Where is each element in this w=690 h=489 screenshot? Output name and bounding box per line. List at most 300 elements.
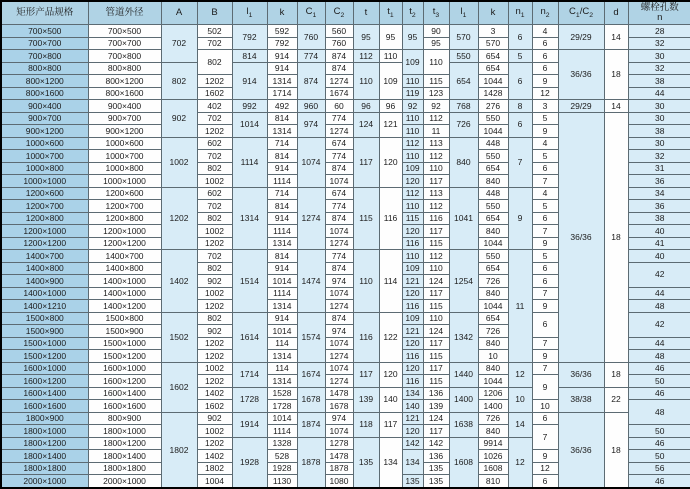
cell-C2: 60: [325, 100, 353, 113]
cell-spec: 1200×700: [1, 200, 88, 213]
cell-n2: 12: [532, 87, 558, 100]
cell-t3: 115: [423, 75, 449, 88]
cell-B: 1004: [197, 475, 232, 489]
cell-t3: 135: [423, 462, 449, 475]
cell-d: 14: [604, 25, 628, 50]
cell-bolt-count: 40: [628, 250, 690, 263]
cell-bolt-count: 30: [628, 112, 690, 125]
cell-bolt-count: 41: [628, 237, 690, 250]
cell-pipe-od: 1400×1000: [88, 275, 161, 288]
cell-l1-b: 1400: [449, 387, 478, 412]
cell-C2: 1674: [325, 87, 353, 100]
cell-n2: 7: [532, 225, 558, 238]
cell-d: 18: [604, 412, 628, 488]
cell-C1: 774: [297, 50, 325, 63]
cell-pipe-od: 1500×1200: [88, 350, 161, 363]
cell-l1-a: 914: [232, 62, 267, 100]
cell-k-b: 654: [478, 162, 508, 175]
cell-spec: 1400×800: [1, 262, 88, 275]
cell-pipe-od: 900×700: [88, 112, 161, 125]
cell-t3: 112: [423, 150, 449, 163]
cell-t2: 95: [402, 25, 423, 50]
cell-t3: 115: [423, 350, 449, 363]
cell-n2: 10: [532, 400, 558, 413]
cell-t: 117: [353, 362, 379, 387]
cell-t1: 117: [379, 412, 402, 437]
cell-pipe-od: 1200×1200: [88, 237, 161, 250]
cell-B: 1602: [197, 400, 232, 413]
cell-spec: 1000×700: [1, 150, 88, 163]
cell-C2: 1278: [325, 437, 353, 450]
cell-C2: 1080: [325, 475, 353, 489]
table-row: [1, 387, 690, 400]
cell-l1-a: 814: [232, 50, 267, 63]
cell-bolt-count: 40: [628, 225, 690, 238]
cell-k-a: 814: [267, 150, 297, 163]
cell-bolt-count: 46: [628, 475, 690, 489]
cell-l1-a: 1114: [232, 137, 267, 187]
cell-n1: 6: [508, 112, 532, 137]
cell-k-a: 1928: [267, 462, 297, 475]
cell-l1-b: 768: [449, 100, 478, 113]
cell-k-a: 914: [267, 212, 297, 225]
cell-pipe-od: 1200×700: [88, 200, 161, 213]
cell-n2: 9: [532, 237, 558, 250]
cell-bolt-count: 56: [628, 462, 690, 475]
cell-n2: 12: [532, 462, 558, 475]
cell-C2: 1074: [325, 425, 353, 438]
cell-spec: 2000×1000: [1, 475, 88, 489]
table-row: [1, 25, 690, 38]
cell-bolt-count: 32: [628, 37, 690, 50]
cell-spec: 1800×900: [1, 412, 88, 425]
cell-spec: 1400×700: [1, 250, 88, 263]
cell-t: 118: [353, 412, 379, 437]
cell-d: 18: [604, 362, 628, 387]
table-row: [1, 112, 690, 125]
cell-n2: 7: [532, 287, 558, 300]
cell-n2: 6: [532, 162, 558, 175]
cell-k-a: 1014: [267, 325, 297, 338]
cell-k-b: 840: [478, 175, 508, 188]
col-header-n1: $n_1$: [508, 1, 532, 25]
cell-B: 702: [197, 150, 232, 163]
cell-pipe-od: 1000×1000: [88, 175, 161, 188]
cell-spec: 1400×900: [1, 275, 88, 288]
cell-C2: 1274: [325, 350, 353, 363]
cell-spec: 700×500: [1, 25, 88, 38]
cell-n2: 4: [532, 137, 558, 150]
cell-spec: 1500×900: [1, 325, 88, 338]
cell-l1-a: 1928: [232, 437, 267, 488]
cell-t2: 109: [402, 50, 423, 75]
cell-spec: 1800×1800: [1, 462, 88, 475]
cell-t2: 134: [402, 387, 423, 400]
cell-t3: 113: [423, 187, 449, 200]
cell-C2: 1074: [325, 337, 353, 350]
cell-n2: 6: [532, 412, 558, 425]
cell-l1-a: 1514: [232, 250, 267, 313]
cell-bolt-count: 30: [628, 50, 690, 63]
cell-l1-a: 1014: [232, 112, 267, 137]
cell-l1-b: 1638: [449, 412, 478, 437]
cell-C2: 774: [325, 200, 353, 213]
cell-bolt-count: 44: [628, 337, 690, 350]
cell-k-a: 1528: [267, 387, 297, 400]
cell-C2: 1274: [325, 125, 353, 138]
cell-n1: 6: [508, 62, 532, 100]
cell-k-b: 570: [478, 37, 508, 50]
cell-l1-b: 726: [449, 112, 478, 137]
cell-bolt-count: 32: [628, 62, 690, 75]
cell-t2: 110: [402, 125, 423, 138]
cell-bolt-count: 50: [628, 425, 690, 438]
cell-l1-a: 1914: [232, 412, 267, 437]
cell-t2: 120: [402, 425, 423, 438]
cell-n1: 7: [508, 137, 532, 187]
cell-C1: 1474: [297, 250, 325, 313]
cell-B: 1202: [197, 350, 232, 363]
cell-bolt-count: 44: [628, 287, 690, 300]
cell-k-a: 1114: [267, 225, 297, 238]
cell-n2: 6: [532, 262, 558, 275]
cell-t3: 117: [423, 225, 449, 238]
cell-k-a: 114: [267, 362, 297, 375]
cell-spec: 1500×800: [1, 312, 88, 325]
cell-t2: 109: [402, 162, 423, 175]
cell-C2: 560: [325, 25, 353, 38]
cell-k-b: 1044: [478, 125, 508, 138]
cell-l1-a: 1314: [232, 187, 267, 250]
cell-k-b: 840: [478, 337, 508, 350]
cell-C2: 1478: [325, 450, 353, 463]
cell-n2: 5: [532, 200, 558, 213]
cell-spec: 1200×1200: [1, 237, 88, 250]
cell-t1: 110: [379, 50, 402, 63]
cell-C2: 774: [325, 112, 353, 125]
cell-t3: 115: [423, 300, 449, 313]
cell-n2: 6: [532, 50, 558, 63]
cell-t: 110: [353, 250, 379, 313]
cell-t3: 110: [423, 312, 449, 325]
cell-l1-b: 654: [449, 62, 478, 100]
cell-d: 18: [604, 50, 628, 100]
cell-bolt-count: 38: [628, 212, 690, 225]
cell-t2: 135: [402, 475, 423, 489]
cell-l1-a: 1614: [232, 312, 267, 362]
cell-k-a: 1130: [267, 475, 297, 489]
cell-bolt-count: 32: [628, 150, 690, 163]
cell-B: 402: [197, 100, 232, 113]
cell-pipe-od: 900×400: [88, 100, 161, 113]
cell-B: 1002: [197, 225, 232, 238]
cell-C2: 1274: [325, 237, 353, 250]
cell-k-a: 528: [267, 450, 297, 463]
cell-B: 802: [197, 50, 232, 75]
col-header-k-b: k: [478, 1, 508, 25]
cell-C2: 1274: [325, 75, 353, 88]
cell-pipe-od: 700×800: [88, 50, 161, 63]
cell-k-a: 1014: [267, 275, 297, 288]
cell-l1-b: 570: [449, 25, 478, 50]
cell-t3: 110: [423, 50, 449, 75]
cell-n2: 9: [532, 450, 558, 463]
cell-C2: 674: [325, 187, 353, 200]
cell-pipe-od: 1400×1200: [88, 300, 161, 313]
cell-k-a: 1314: [267, 375, 297, 388]
cell-spec: 700×800: [1, 50, 88, 63]
cell-spec: 1600×1600: [1, 400, 88, 413]
cell-spec: 1600×1400: [1, 387, 88, 400]
cell-B: 1002: [197, 287, 232, 300]
cell-t: 117: [353, 137, 379, 187]
cell-pipe-od: 800×900: [88, 412, 161, 425]
cell-spec: 1000×800: [1, 162, 88, 175]
cell-t2: 121: [402, 275, 423, 288]
table-row: [1, 50, 690, 63]
cell-A: 1002: [161, 137, 197, 187]
cell-t2: 116: [402, 375, 423, 388]
cell-B: 1202: [197, 437, 232, 450]
cell-t2: 121: [402, 412, 423, 425]
cell-l1-b: 1608: [449, 437, 478, 488]
cell-t2: 140: [402, 400, 423, 413]
cell-pipe-od: 800×800: [88, 62, 161, 75]
cell-t2: 115: [402, 212, 423, 225]
table-row: [1, 100, 690, 113]
cell-t: 95: [353, 25, 379, 50]
cell-C2: 874: [325, 262, 353, 275]
cell-k-a: 914: [267, 312, 297, 325]
cell-pipe-od: 1500×900: [88, 325, 161, 338]
cell-l1-b: 1254: [449, 250, 478, 313]
cell-A: 1602: [161, 362, 197, 412]
cell-t3: 117: [423, 425, 449, 438]
cell-n1: 11: [508, 250, 532, 363]
cell-C2: 874: [325, 212, 353, 225]
cell-k-a: 592: [267, 25, 297, 38]
cell-B: 1002: [197, 362, 232, 375]
cell-C1C2: 36/36: [558, 362, 604, 387]
cell-n2: 6: [532, 312, 558, 337]
cell-C2: 974: [325, 325, 353, 338]
cell-B: 1802: [197, 462, 232, 475]
cell-t3: 115: [423, 375, 449, 388]
cell-A: 1402: [161, 250, 197, 313]
col-header-C1C2: $C_1/C_2$: [558, 1, 604, 25]
cell-t2: 142: [402, 437, 423, 450]
cell-spec: 1000×600: [1, 137, 88, 150]
cell-t2: 120: [402, 225, 423, 238]
cell-t: 116: [353, 312, 379, 362]
cell-pipe-od: 1200×600: [88, 187, 161, 200]
cell-C2: 1074: [325, 175, 353, 188]
cell-B: 1002: [197, 175, 232, 188]
cell-C1: 1878: [297, 437, 325, 488]
cell-spec: 800×800: [1, 62, 88, 75]
cell-bolt-count: 28: [628, 25, 690, 38]
cell-k-b: 840: [478, 362, 508, 375]
cell-k-a: 1014: [267, 412, 297, 425]
cell-k-a: 1314: [267, 125, 297, 138]
cell-n2: 4: [532, 25, 558, 38]
cell-n2: 7: [532, 337, 558, 350]
cell-C2: 874: [325, 162, 353, 175]
cell-spec: 1400×1000: [1, 287, 88, 300]
cell-n2: 5: [532, 150, 558, 163]
cell-k-b: 840: [478, 225, 508, 238]
cell-t3: 115: [423, 237, 449, 250]
cell-B: 1202: [197, 337, 232, 350]
cell-k-a: 1728: [267, 400, 297, 413]
cell-t3: 124: [423, 412, 449, 425]
cell-t1: 134: [379, 437, 402, 488]
cell-B: 1602: [197, 87, 232, 100]
cell-t1: 121: [379, 112, 402, 137]
cell-bolt-count: 48: [628, 400, 690, 425]
cell-n2: 5: [532, 112, 558, 125]
cell-d: 14: [604, 100, 628, 113]
cell-C2: 1074: [325, 287, 353, 300]
cell-t: 115: [353, 187, 379, 250]
cell-B: 702: [197, 112, 232, 125]
cell-pipe-od: 1800×1800: [88, 462, 161, 475]
cell-A: 1802: [161, 412, 197, 488]
cell-C2: 874: [325, 312, 353, 325]
table-header: [1, 1, 690, 25]
col-header-bolt-count: 螺栓孔数 n: [628, 1, 690, 25]
cell-B: 702: [197, 200, 232, 213]
cell-spec: 900×700: [1, 112, 88, 125]
cell-l1-b: 1041: [449, 187, 478, 250]
cell-t3: 112: [423, 112, 449, 125]
cell-t3: 135: [423, 475, 449, 489]
cell-n1: 12: [508, 437, 532, 488]
cell-pipe-od: 1600×1200: [88, 375, 161, 388]
cell-t: 139: [353, 387, 379, 412]
cell-k-b: 276: [478, 100, 508, 113]
cell-k-a: 714: [267, 137, 297, 150]
cell-k-b: 1400: [478, 400, 508, 413]
cell-B: 1402: [197, 387, 232, 400]
cell-pipe-od: 1200×800: [88, 212, 161, 225]
cell-k-a: 1328: [267, 437, 297, 450]
cell-bolt-count: 46: [628, 387, 690, 400]
cell-spec: 1800×1400: [1, 450, 88, 463]
cell-C1C2: 36/36: [558, 112, 604, 362]
cell-t2: 134: [402, 450, 423, 475]
cell-t: 135: [353, 437, 379, 488]
cell-bolt-count: 34: [628, 187, 690, 200]
cell-k-a: 114: [267, 337, 297, 350]
table-row: [1, 362, 690, 375]
cell-t1: 114: [379, 250, 402, 313]
cell-k-b: 10: [478, 350, 508, 363]
cell-t2: 112: [402, 187, 423, 200]
col-header-spec: 矩形产品规格: [1, 1, 88, 25]
cell-bolt-count: 46: [628, 362, 690, 375]
cell-k-b: 654: [478, 212, 508, 225]
table-row: [1, 412, 690, 425]
cell-k-a: 914: [267, 162, 297, 175]
col-header-pipe-od: 管道外径: [88, 1, 161, 25]
cell-spec: 1600×1200: [1, 375, 88, 388]
cell-bolt-count: 42: [628, 262, 690, 287]
cell-pipe-od: 2000×1000: [88, 475, 161, 489]
cell-C2: 874: [325, 50, 353, 63]
col-header-t: t: [353, 1, 379, 25]
cell-bolt-count: 36: [628, 200, 690, 213]
cell-t3: 90: [423, 25, 449, 38]
cell-spec: 1800×1200: [1, 437, 88, 450]
cell-l1-a: 1714: [232, 362, 267, 387]
cell-n1: 5: [508, 50, 532, 63]
cell-pipe-od: 1500×1000: [88, 337, 161, 350]
table-body: [1, 25, 690, 489]
cell-n2: 4: [532, 187, 558, 200]
cell-t3: 117: [423, 287, 449, 300]
cell-k-b: 1044: [478, 237, 508, 250]
cell-n1: 10: [508, 387, 532, 412]
cell-n2: 6: [532, 212, 558, 225]
cell-k-b: 550: [478, 250, 508, 263]
cell-k-b: 550: [478, 150, 508, 163]
cell-C2: 1878: [325, 462, 353, 475]
cell-bolt-count: 46: [628, 437, 690, 450]
cell-t3: 124: [423, 275, 449, 288]
cell-spec: 800×1600: [1, 87, 88, 100]
cell-pipe-od: 1000×800: [88, 162, 161, 175]
cell-A: 902: [161, 100, 197, 138]
col-header-t3: $t_3$: [423, 1, 449, 25]
col-header-n2: $n_2$: [532, 1, 558, 25]
col-header-l1-b: $l_1$: [449, 1, 478, 25]
cell-bolt-count: 50: [628, 375, 690, 388]
cell-B: 902: [197, 412, 232, 425]
cell-k-b: 654: [478, 312, 508, 325]
cell-t2: 109: [402, 312, 423, 325]
cell-t1: 109: [379, 62, 402, 100]
cell-n2: 9: [532, 375, 558, 400]
cell-C2: 1074: [325, 225, 353, 238]
cell-t3: 136: [423, 450, 449, 463]
cell-B: 1402: [197, 450, 232, 463]
cell-t2: 121: [402, 325, 423, 338]
cell-pipe-od: 1600×1400: [88, 387, 161, 400]
cell-t2: 116: [402, 237, 423, 250]
cell-t2: 116: [402, 300, 423, 313]
cell-C1: 974: [297, 112, 325, 137]
cell-B: 602: [197, 187, 232, 200]
header-row: [1, 1, 690, 25]
cell-spec: 1200×600: [1, 187, 88, 200]
cell-C2: 1274: [325, 300, 353, 313]
col-header-k-a: k: [267, 1, 297, 25]
cell-k-b: 654: [478, 62, 508, 75]
cell-C2: 1274: [325, 375, 353, 388]
cell-l1-b: 840: [449, 137, 478, 187]
cell-spec: 1500×1200: [1, 350, 88, 363]
cell-spec: 1200×800: [1, 212, 88, 225]
cell-k-b: 448: [478, 187, 508, 200]
cell-t3: 110: [423, 162, 449, 175]
cell-pipe-od: 1800×1200: [88, 437, 161, 450]
cell-n2: 9: [532, 300, 558, 313]
cell-t: 112: [353, 50, 379, 63]
cell-n1: 9: [508, 187, 532, 250]
cell-pipe-od: 1400×800: [88, 262, 161, 275]
cell-t: 124: [353, 112, 379, 137]
